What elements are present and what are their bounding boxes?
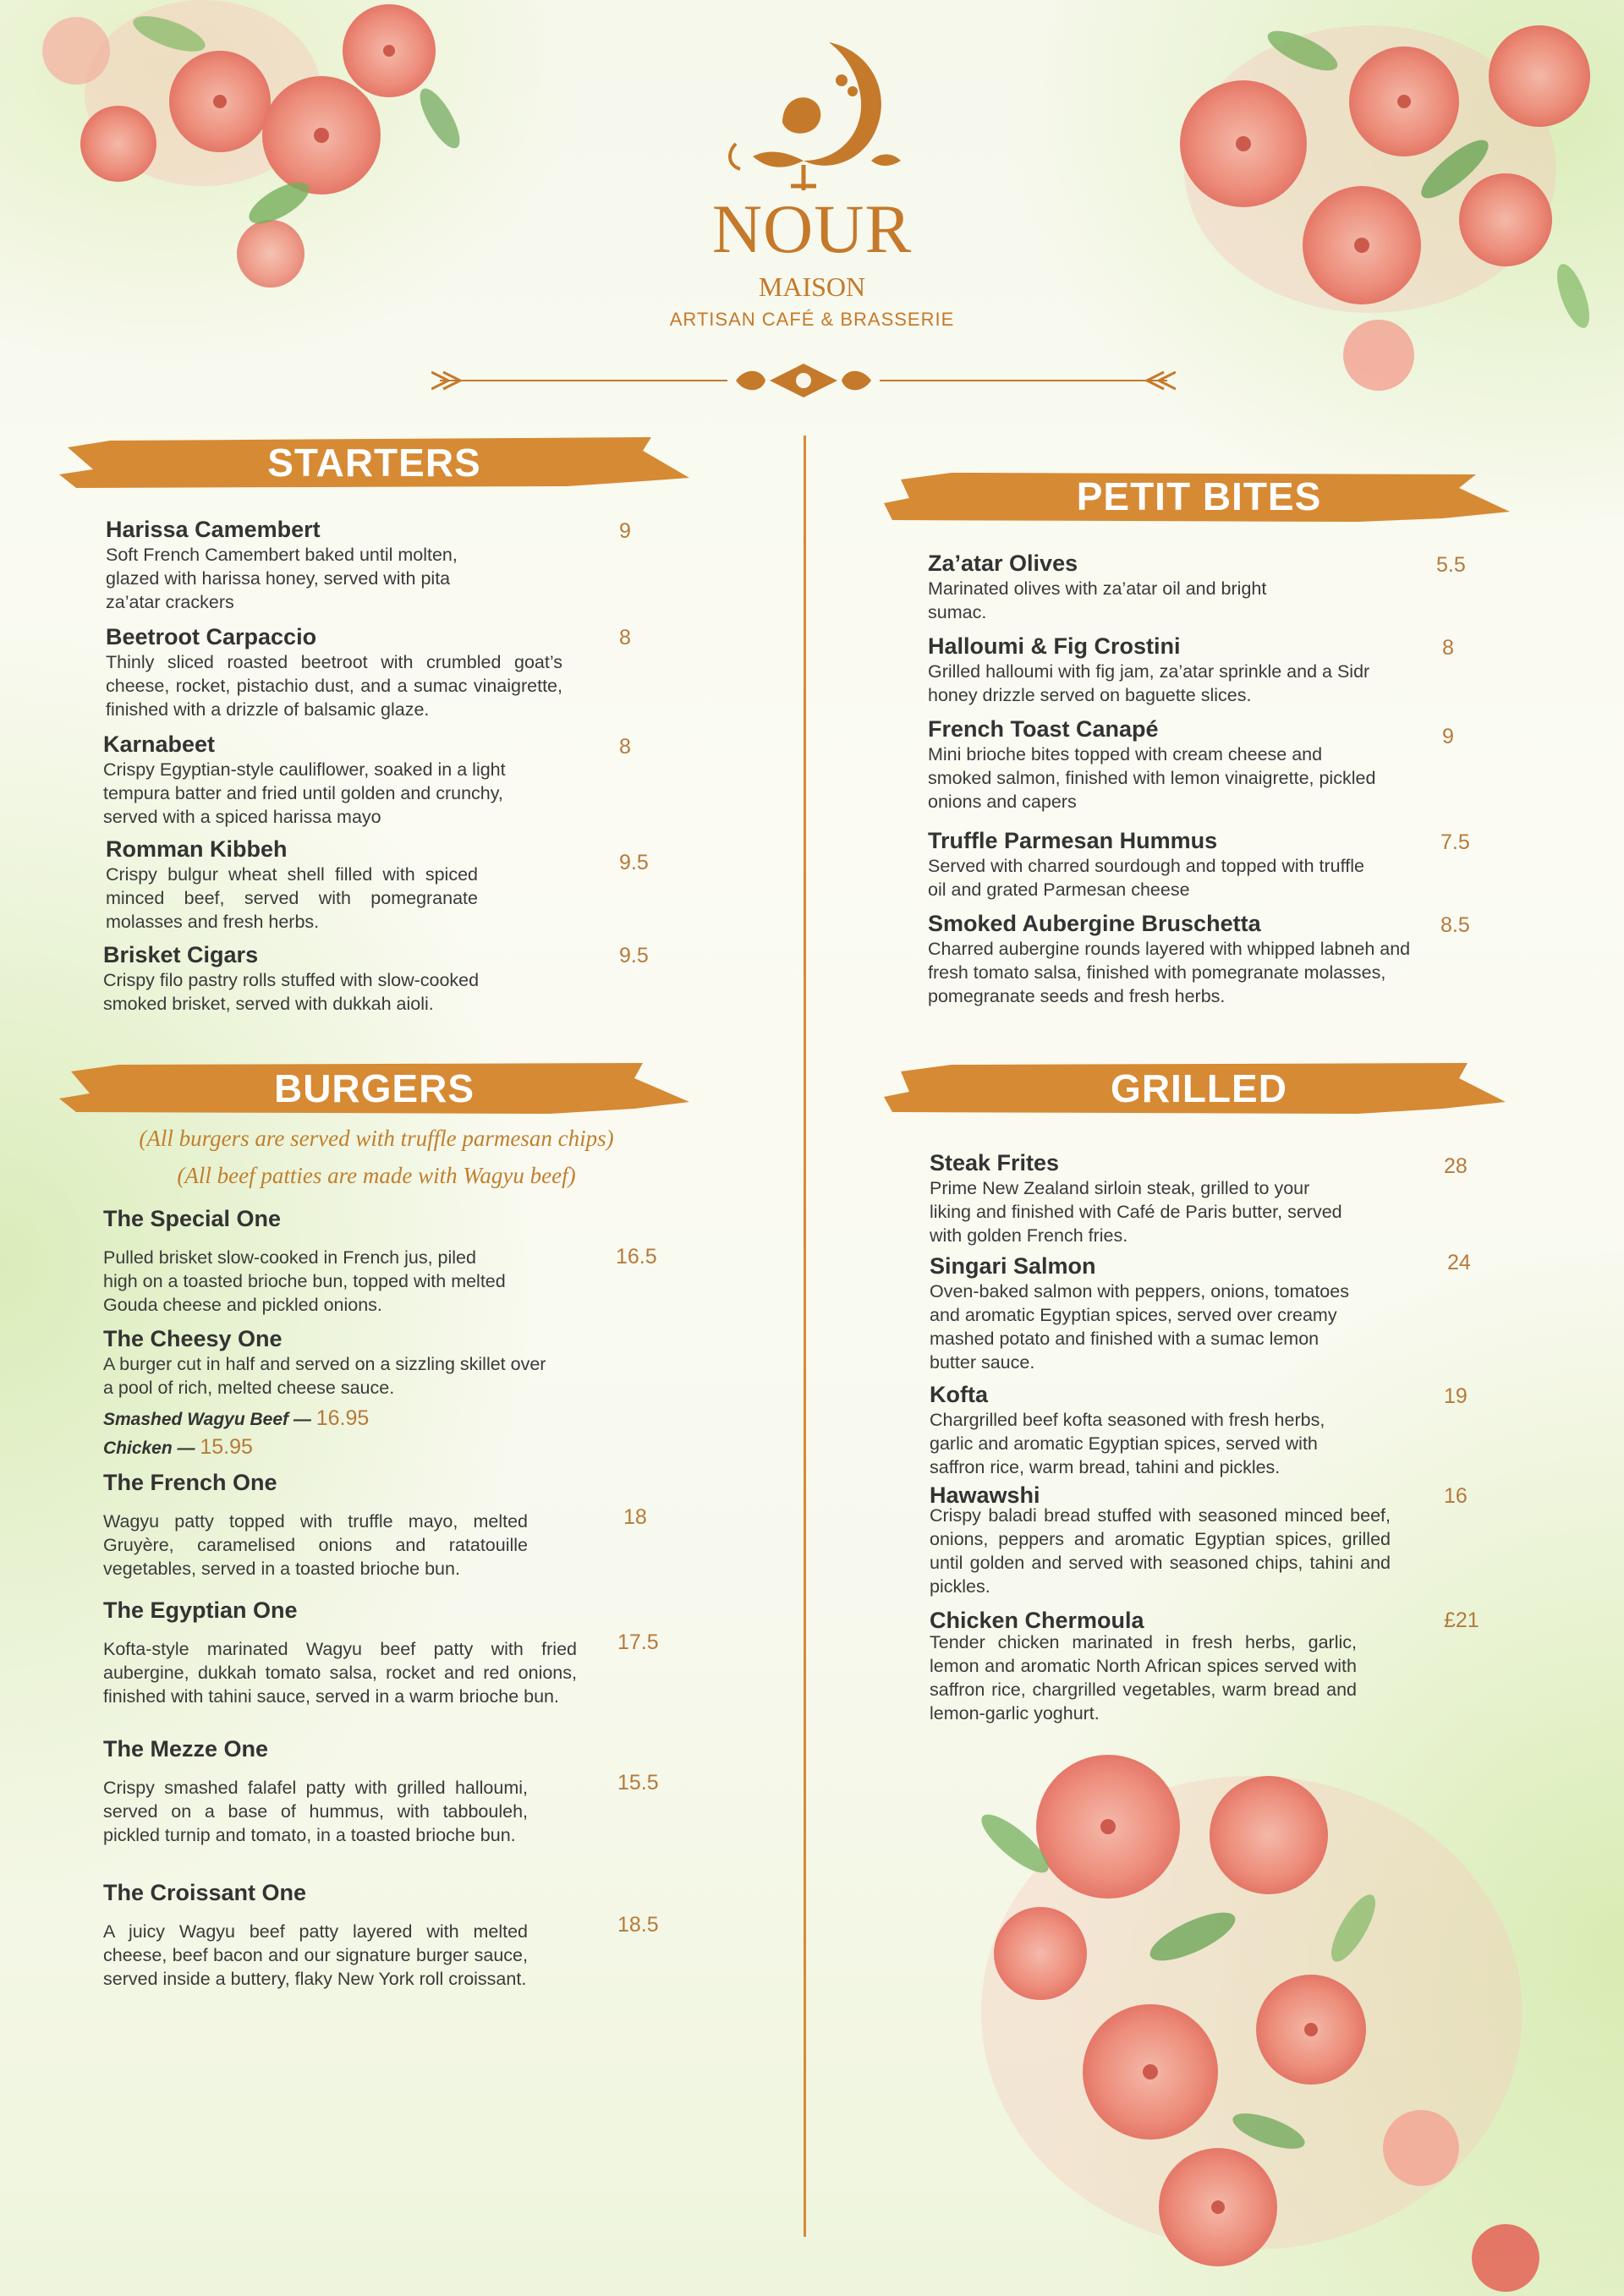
item-name: French Toast Canapé <box>928 716 1159 742</box>
item-price: 9.5 <box>619 851 649 874</box>
item-description: A juicy Wagyu beef patty layered with melted cheese, beef bacon and our signature burger sauce, served inside a buttery, flaky New York roll croissant. <box>103 1921 528 1989</box>
item-description: Crispy Egyptian-style cauliflower, soaked in a light tempura batter and fried until golden and crunchy, served with a spiced harissa mayo <box>103 759 506 827</box>
item-price: 9 <box>1442 725 1454 748</box>
menu-item <box>103 941 543 1016</box>
item-name: The Croissant One <box>103 1880 307 1905</box>
item-description: Served with charred sourdough and topped with truffle oil and grated Parmesan cheese <box>928 856 1364 900</box>
item-description: Prime New Zealand sirloin steak, grilled to your liking and finished with Café de Paris butter, served with golden French fries. <box>930 1178 1342 1246</box>
menu-item <box>103 1597 577 1708</box>
variant-label: Chicken — <box>103 1438 195 1458</box>
item-description: A burger cut in half and served on a sizzling skillet over a pool of rich, melted cheese sauce. <box>103 1354 546 1398</box>
item-price: 28 <box>1444 1154 1468 1178</box>
item-description: Thinly sliced roasted beetroot with crumbled goat’s cheese, rocket, pistachio dust, and a sumac vinaigrette, finished with a drizzle of balsamic glaze. <box>106 652 562 720</box>
item-description: Oven-baked salmon with peppers, onions, tomatoes and aromatic Egyptian spices, served over creamy mashed potato and finished with a sumac lemon butter sauce. <box>930 1281 1349 1373</box>
item-description: Crispy smashed falafel patty with grilled halloumi, served on a base of hummus, with tabbouleh, pickled turnip and tomato, in a toasted brioche bun. <box>103 1778 528 1845</box>
item-description: Crispy bulgur wheat shell filled with spiced minced beef, served with pomegranate molasses and fresh herbs. <box>106 864 478 932</box>
item-price: 9.5 <box>619 944 649 967</box>
item-description: Soft French Camembert baked until molten, glazed with harissa honey, served with pita za’atar crackers <box>106 545 458 612</box>
item-description: Tender chicken marinated in fresh herbs, garlic, lemon and aromatic North African spices served with saffron rice, chargrilled vegetables, warm bread and lemon-garlic yoghurt. <box>930 1632 1357 1723</box>
menu-item <box>928 715 1402 814</box>
item-price: 19 <box>1444 1384 1468 1408</box>
floral-decoration-top-left <box>0 0 524 355</box>
variant-price: 15.95 <box>200 1435 253 1459</box>
menu-item <box>930 1482 1391 1598</box>
grilled-title: GRILLED <box>1111 1066 1287 1110</box>
petit-bites-banner <box>884 469 1514 523</box>
menu-item <box>103 1735 535 1847</box>
menu-item <box>103 731 560 829</box>
floral-decoration-top-right <box>1100 0 1624 423</box>
item-price: 18 <box>623 1505 647 1529</box>
crescent-logo-mark <box>702 34 922 203</box>
column-divider <box>804 436 806 2237</box>
item-name: Harissa Camembert <box>106 517 321 542</box>
item-price: 16.5 <box>616 1245 657 1269</box>
burgers-banner <box>59 1061 689 1115</box>
burgers-note-chips: (All burgers are served with truffle parmesan chips) <box>139 1126 614 1151</box>
brand-tagline: ARTISAN CAFÉ & BRASSERIE <box>669 309 955 330</box>
item-name: Brisket Cigars <box>103 942 259 967</box>
item-price: 5.5 <box>1436 553 1466 577</box>
item-name: The Cheesy One <box>103 1326 283 1351</box>
item-name: The French One <box>103 1470 277 1495</box>
floral-decoration-bottom-right <box>914 1734 1624 2296</box>
variant-chicken <box>103 1434 253 1461</box>
burgers-note-wagyu: (All beef patties are made with Wagyu beef) <box>177 1163 576 1188</box>
brand-name: NOUR <box>711 190 913 267</box>
item-description: Grilled halloumi with fig jam, za’atar sprinkle and a Sidr honey drizzle served on baguette slices. <box>928 661 1370 705</box>
item-name: Kofta <box>930 1382 988 1407</box>
item-name: Romman Kibbeh <box>106 836 288 862</box>
item-name: Steak Frites <box>930 1150 1060 1175</box>
brand-logo <box>643 34 981 338</box>
item-name: Za’atar Olives <box>928 551 1078 576</box>
menu-item <box>930 1381 1369 1479</box>
menu-item <box>928 633 1402 707</box>
menu-item <box>930 1149 1369 1247</box>
item-name: The Mezze One <box>103 1736 269 1762</box>
item-description: Kofta-style marinated Wagyu beef patty with fried aubergine, dukkah tomato salsa, rocket and red onions, finished with tahini sauce, served in a warm brioche bun. <box>103 1639 577 1707</box>
item-description: Crispy baladi bread stuffed with seasoned minced beef, onions, peppers and aromatic Egyptian spices, grilled until golden and served with seasoned chips, tahini and pickles. <box>930 1505 1391 1597</box>
petit-bites-title: PETIT BITES <box>1076 474 1322 518</box>
menu-item <box>930 1607 1357 1725</box>
item-name: Truffle Parmesan Hummus <box>928 828 1218 853</box>
item-price: 16 <box>1444 1484 1468 1508</box>
item-name: The Special One <box>103 1206 282 1231</box>
item-price: 15.5 <box>617 1771 659 1795</box>
variant-label: Smashed Wagyu Beef — <box>103 1410 311 1429</box>
item-price: 24 <box>1447 1251 1471 1274</box>
menu-item <box>103 1325 560 1400</box>
item-price: 18.5 <box>617 1913 659 1937</box>
starters-title: STARTERS <box>267 441 481 485</box>
item-name: Beetroot Carpaccio <box>106 624 317 649</box>
grilled-banner <box>884 1061 1514 1115</box>
item-price: 8.5 <box>1440 913 1470 937</box>
item-name: Chicken Chermoula <box>930 1608 1144 1633</box>
item-price: 17.5 <box>617 1630 659 1654</box>
item-name: Karnabeet <box>103 732 216 757</box>
variant-wagyu <box>103 1406 369 1433</box>
menu-item <box>103 1205 526 1317</box>
menu-item <box>930 1252 1369 1374</box>
menu-item <box>106 516 579 614</box>
item-description: Wagyu patty topped with truffle mayo, melted Gruyère, caramelised onions and ratatouille vegetables, served in a toasted brioche bun. <box>103 1511 528 1579</box>
menu-item <box>928 550 1402 624</box>
menu-item <box>928 827 1402 901</box>
item-price: 7.5 <box>1440 830 1470 854</box>
menu-item <box>103 1469 535 1581</box>
variant-price: 16.95 <box>315 1406 370 1430</box>
item-description: Crispy filo pastry rolls stuffed with slow-cooked smoked brisket, served with dukkah aioli. <box>103 970 480 1014</box>
item-price: 8 <box>619 626 631 649</box>
starters-banner <box>59 436 689 490</box>
item-name: Halloumi & Fig Crostini <box>928 633 1181 659</box>
item-description: Charred aubergine rounds layered with whipped labneh and fresh tomato salsa, finished with pomegranate molasses, pomegranate seeds and fresh herbs. <box>928 939 1411 1006</box>
menu-item <box>928 910 1444 1008</box>
brand-subname: MAISON <box>758 271 866 302</box>
item-name: Singari Salmon <box>930 1253 1096 1279</box>
item-description: Mini brioche bites topped with cream cheese and smoked salmon, finished with lemon vinaigrette, pickled onions and capers <box>928 744 1376 812</box>
item-name: Smoked Aubergine Bruschetta <box>928 911 1261 936</box>
item-description: Chargrilled beef kofta seasoned with fresh herbs, garlic and aromatic Egyptian spices, served with saffron rice, warm bread, tahini and pickles. <box>930 1410 1325 1477</box>
item-price: 9 <box>619 519 631 543</box>
menu-item <box>106 623 562 721</box>
menu-item <box>103 1879 535 1991</box>
item-price: £21 <box>1444 1608 1479 1632</box>
burgers-title: BURGERS <box>273 1066 475 1110</box>
menu-item <box>106 836 486 934</box>
item-description: Pulled brisket slow-cooked in French jus, piled high on a toasted brioche bun, topped with melted Gouda cheese and pickled onions. <box>103 1247 506 1315</box>
item-description: Marinated olives with za’atar oil and bright sumac. <box>928 578 1267 622</box>
ornamental-divider <box>431 359 1176 402</box>
item-price: 8 <box>1442 636 1454 660</box>
item-name: Hawawshi <box>930 1482 1040 1508</box>
item-price: 8 <box>619 735 631 759</box>
item-name: The Egyptian One <box>103 1597 298 1623</box>
